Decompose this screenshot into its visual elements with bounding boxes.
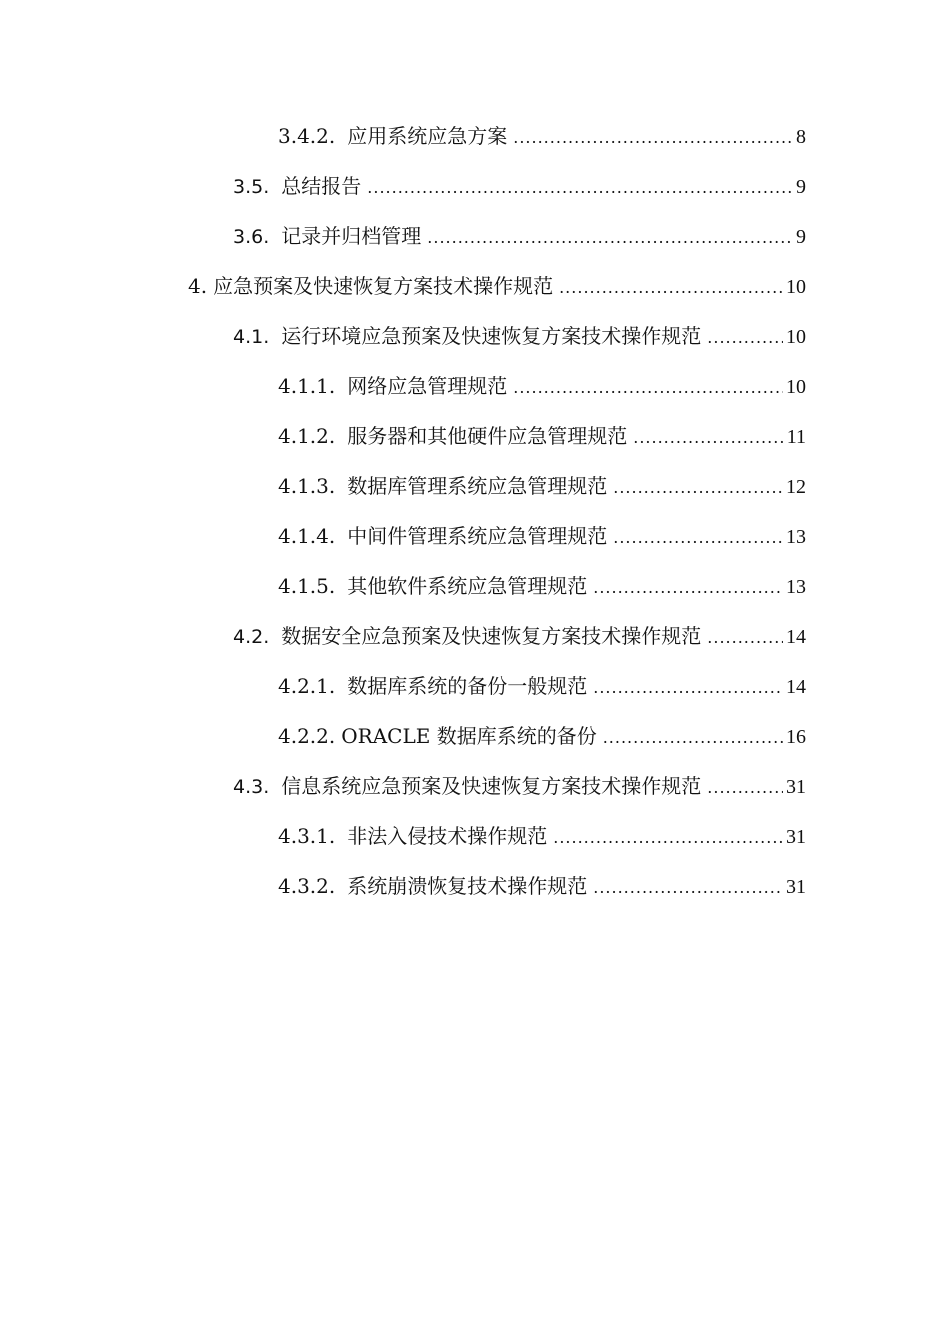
toc-number: 4.2.: [233, 626, 270, 648]
dot-leader: [559, 268, 783, 308]
toc-title: ORACLE 数据库系统的备份: [341, 724, 597, 748]
toc-entry-4-1[interactable]: [233, 316, 806, 356]
dot-leader: [513, 368, 783, 408]
toc-page-number: 12: [786, 476, 806, 498]
toc-entry-4[interactable]: [188, 266, 806, 306]
toc-page-number: 31: [786, 826, 806, 848]
dot-leader: [513, 118, 793, 158]
toc-entry-4-2-1[interactable]: [278, 666, 806, 706]
dot-leader: [613, 518, 783, 558]
toc-entry-3-6[interactable]: [233, 216, 806, 256]
toc-page-number: 11: [786, 426, 806, 448]
toc-entry-4-1-4[interactable]: [278, 516, 806, 556]
dot-leader: [427, 218, 793, 258]
toc-number: 3.4.2.: [278, 124, 336, 148]
toc-entry-4-1-3[interactable]: [278, 466, 806, 506]
toc-title: 非法入侵技术操作规范: [347, 824, 548, 848]
toc-entry-4-3-1[interactable]: [278, 816, 806, 856]
toc-page-number: 16: [786, 726, 806, 748]
toc-entry-4-2[interactable]: [233, 616, 806, 656]
dot-leader: [707, 768, 783, 808]
toc-number: 3.6.: [233, 226, 270, 248]
toc-number: 4.2.1.: [278, 674, 336, 698]
toc-title: 中间件管理系统应急管理规范: [347, 524, 608, 548]
toc-entry-4-2-2[interactable]: [278, 716, 806, 756]
toc-page-number: 10: [786, 326, 806, 348]
toc-page-number: 10: [786, 376, 806, 398]
toc-number: 4.: [188, 274, 208, 298]
toc-page-number: 8: [796, 126, 806, 148]
toc-page-number: 9: [796, 226, 806, 248]
toc-page-number: 31: [786, 776, 806, 798]
toc-page-number: 10: [786, 276, 806, 298]
toc-title: 记录并归档管理: [281, 224, 422, 248]
toc-title: 运行环境应急预案及快速恢复方案技术操作规范: [281, 324, 702, 348]
toc-page-number: 13: [786, 576, 806, 598]
toc-number: 4.2.2.: [278, 724, 336, 748]
toc-entry-4-3[interactable]: [233, 766, 806, 806]
toc-title: 数据库管理系统应急管理规范: [347, 474, 608, 498]
toc-number: 4.3.2.: [278, 874, 336, 898]
toc-title: 应急预案及快速恢复方案技术操作规范: [213, 274, 554, 298]
dot-leader: [603, 718, 783, 758]
toc-page-number: 13: [786, 526, 806, 548]
toc-title: 数据库系统的备份一般规范: [347, 674, 588, 698]
toc-page-number: 9: [796, 176, 806, 198]
toc-title: 网络应急管理规范: [347, 374, 508, 398]
dot-leader: [613, 468, 783, 508]
toc-entry-4-1-2[interactable]: [278, 416, 806, 456]
toc-number: 4.1.4.: [278, 524, 336, 548]
dot-leader: [593, 868, 783, 908]
toc-entry-4-1-1[interactable]: [278, 366, 806, 406]
toc-entry-4-1-5[interactable]: [278, 566, 806, 606]
toc-entry-3-4-2[interactable]: [278, 116, 806, 156]
toc-entry-4-3-2[interactable]: [278, 866, 806, 906]
toc-number: 4.1.: [233, 326, 270, 348]
toc-title: 系统崩溃恢复技术操作规范: [347, 874, 588, 898]
toc-title: 数据安全应急预案及快速恢复方案技术操作规范: [281, 624, 702, 648]
dot-leader: [633, 418, 783, 458]
toc-number: 4.1.3.: [278, 474, 336, 498]
toc-page-number: 31: [786, 876, 806, 898]
toc-title: 应用系统应急方案: [347, 124, 508, 148]
dot-leader: [593, 568, 783, 608]
toc-number: 4.3.: [233, 776, 270, 798]
dot-leader: [593, 668, 783, 708]
dot-leader: [367, 168, 793, 208]
toc-page-number: 14: [786, 626, 806, 648]
toc-title: 信息系统应急预案及快速恢复方案技术操作规范: [281, 774, 702, 798]
toc-number: 4.1.1.: [278, 374, 336, 398]
toc-number: 4.1.2.: [278, 424, 336, 448]
toc-title: 总结报告: [281, 174, 362, 198]
toc-number: 3.5.: [233, 176, 270, 198]
toc-page-number: 14: [786, 676, 806, 698]
toc-number: 4.3.1.: [278, 824, 336, 848]
dot-leader: [707, 318, 783, 358]
toc-title: 服务器和其他硬件应急管理规范: [347, 424, 628, 448]
dot-leader: [553, 818, 783, 858]
toc-entry-3-5[interactable]: [233, 166, 806, 206]
toc-number: 4.1.5.: [278, 574, 336, 598]
dot-leader: [707, 618, 783, 658]
toc-title: 其他软件系统应急管理规范: [347, 574, 588, 598]
